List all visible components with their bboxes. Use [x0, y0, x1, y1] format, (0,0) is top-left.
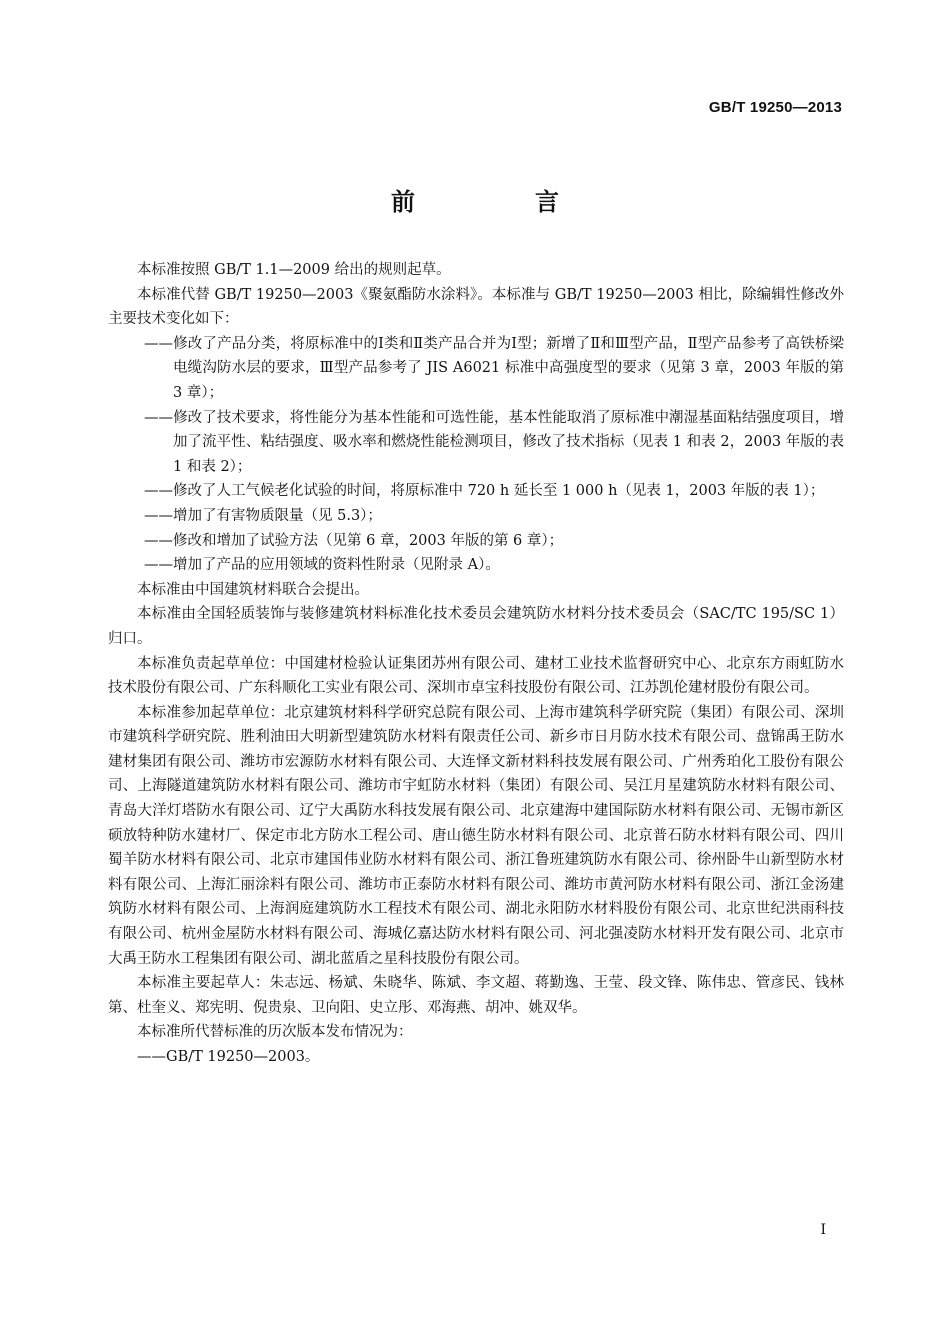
paragraph-proposed-by: 本标准由中国建筑材料联合会提出。	[137, 581, 369, 598]
paragraph-drafting-units: 本标准负责起草单位：中国建材检验认证集团苏州有限公司、建材工业技术监督研究中心、北京东方雨虹防水技术股份有限公司、广东科顺化工实业有限公司、深圳市卓宝科技股份有限公司、江苏凯伦建材股份有限公司。	[108, 655, 844, 697]
foreword-body	[108, 258, 844, 1070]
paragraph-history-intro: 本标准所代替标准的历次版本发布情况为：	[137, 1024, 413, 1041]
change-item-annex: ——增加了产品的应用领域的资料性附录（见附录 A）。	[144, 557, 500, 574]
paragraph-under-jurisdiction: 本标准由全国轻质装饰与装修建筑材料标准化技术委员会建筑防水材料分技术委员会（SAC/TC 195/SC 1）归口。	[108, 606, 844, 647]
change-item-test-methods: ——修改和增加了试验方法（见第 6 章，2003 年版的第 6 章）；	[144, 532, 564, 549]
change-item-aging-test: ——修改了人工气候老化试验的时间，将原标准中 720 h 延长至 1 000 h（见表 1，2003 年版的表 1）；	[144, 483, 825, 500]
paragraph-drafting-rules: 本标准按照 GB/T 1.1—2009 给出的规则起草。	[137, 262, 451, 278]
page-number: I	[820, 1222, 826, 1238]
standard-code: GB/T 19250—2013	[708, 99, 842, 116]
paragraph-replaces: 本标准代替 GB/T 19250—2003《聚氨酯防水涂料》。本标准与 GB/T 19250—2003 相比，除编辑性修改外主要技术变化如下：	[108, 286, 844, 328]
change-item-classification: ——修改了产品分类，将原标准中的Ⅰ类和Ⅱ类产品合并为Ⅰ型；新增了Ⅱ和Ⅲ型产品，Ⅱ型产品参考了高铁桥梁电缆沟防水层的要求，Ⅲ型产品参考了 JIS A6021 标准中高强度型的要求（见第 3 章，2003 年版的第 3 章）；	[144, 335, 844, 401]
change-item-hazardous-limits: ——增加了有害物质限量（见 5.3）；	[144, 507, 382, 524]
history-item: ——GB/T 19250—2003。	[137, 1049, 320, 1065]
paragraph-drafters: 本标准主要起草人：朱志远、杨斌、朱晓华、陈斌、李文超、蒋勤逸、王莹、段文锋、陈伟忠、管彦民、钱林第、杜奎义、郑宪明、倪贵泉、卫向阳、史立彤、邓海燕、胡冲、姚双华。	[108, 975, 844, 1016]
page-title: 前 言	[391, 188, 607, 216]
change-item-technical-requirements: ——修改了技术要求，将性能分为基本性能和可选性能，基本性能取消了原标准中潮湿基面粘结强度项目，增加了流平性、粘结强度、吸水率和燃烧性能检测项目，修改了技术指标（见表 1 和表 2，2003 年版的表 1 和表 2）；	[144, 409, 844, 475]
paragraph-participating-units: 本标准参加起草单位：北京建筑材料科学研究总院有限公司、上海市建筑科学研究院（集团）有限公司、深圳市建筑科学研究院、胜利油田大明新型建筑防水材料有限责任公司、新乡市日月防水技术有限公司、盘锦禹王防水建材集团有限公司、潍坊市宏源防水材料有限公司、大连怿文新材料科技发展有限公司、广州秀珀化工股份有限公司、上海隧道建筑防水材料有限公司、潍坊市宇虹防水材料（集团）有限公司、吴江月星建筑防水材料有限公司、青岛大洋灯塔防水有限公司、辽宁大禹防水科技发展有限公司、北京建海中建国际防水材料有限公司、无锡市新区硕放特种防水建材厂、保定市北方防水工程公司、唐山德生防水材料有限公司、北京普石防水材料有限公司、四川蜀羊防水材料有限公司、北京市建国伟业防水材料有限公司、浙江鲁班建筑防水有限公司、徐州卧牛山新型防水材料有限公司、上海汇丽涂料有限公司、潍坊市正泰防水材料有限公司、潍坊市黄河防水材料有限公司、浙江金汤建筑防水材料有限公司、上海润庭建筑防水工程技术有限公司、湖北永阳防水材料股份有限公司、北京世纪洪雨科技有限公司、杭州金屋防水材料有限公司、海城亿嘉达防水材料有限公司、河北强凌防水材料开发有限公司、北京市大禹王防水工程集团有限公司、湖北蓝盾之星科技股份有限公司。	[108, 704, 844, 967]
